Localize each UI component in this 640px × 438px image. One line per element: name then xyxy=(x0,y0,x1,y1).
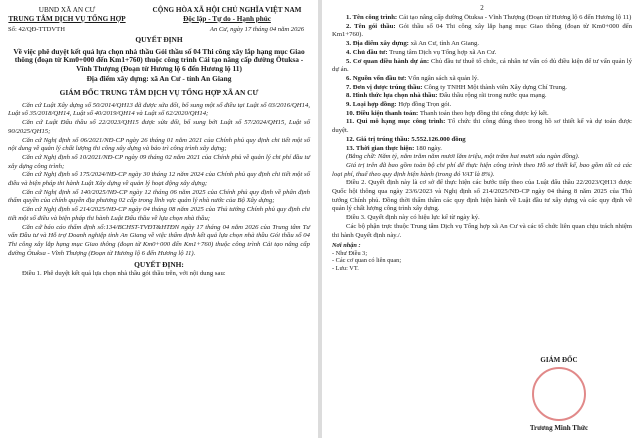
decision-item-label: 11. Qui mô hạng mục công trình: xyxy=(346,118,446,126)
decision-item-label: 13. Thời gian thực hiện: xyxy=(346,144,415,152)
decision-item-value: Hợp đồng Trọn gói. xyxy=(398,101,452,109)
signature-block xyxy=(504,356,614,432)
legal-basis: Căn cứ Luật Xây dựng số 50/2014/QH13 đã được sửa đổi, bổ sung một số điều tại Luật số 03/2016/QH14, Luật số 35/2018/QH14, Luật số 40/2019/QH14 và Luật số 62/2020/QH14; xyxy=(8,101,310,118)
decision-item-value: Công ty TNHH Một thành viên Xây dựng Chí Trung. xyxy=(424,83,567,91)
recipients xyxy=(332,242,632,272)
decision-item-value: Thanh toán theo hợp đồng thi công được ký kết. xyxy=(419,109,549,117)
legal-bases xyxy=(8,102,310,259)
article-2: Điều 2. Quyết định này là cơ sở để thực hiện các bước tiếp theo của Luật đấu thầu 22/2023/QH13 được Quốc hội thông qua ngày 23/6/2023 và Nghị định số 214/2025/NĐ-CP ngày 04 tháng 8 năm 2025 của Thủ tướng Chính phủ. Đồng thời thẩm thẩm các quy định hiện hành về Luật đầu tư xây dựng và các quy định về quản lý chất lượng công trình xây dựng. xyxy=(332,179,632,213)
decision-item-value: Chủ đầu tư thuê tổ chức, cá nhân tư vấn có đủ điều kiện để tư vấn quản lý dự án. xyxy=(332,57,632,74)
org-line-1: UBND XÃ AN CƯ xyxy=(38,6,96,14)
decision-item-value: Vốn ngân sách xã quản lý. xyxy=(407,74,479,82)
article-1: Điều 1. Phê duyệt kết quả lựa chọn nhà thầu gói thầu trên, với nội dung sau: xyxy=(22,270,226,277)
price-note: Giá trị trên đã bao gồm toàn bộ chi phí để thực hiện công trình theo Hồ sơ thiết kế, bao gồm tất cả các loại phí, thuế theo quy định hiện hành (trong đó VAT là 8%). xyxy=(332,161,632,178)
decision-item xyxy=(332,101,632,110)
decision-item xyxy=(332,75,632,84)
decision-item xyxy=(332,118,632,135)
decision-item-label: 10. Điều kiện thanh toán: xyxy=(346,109,419,117)
decision-item-value: Đấu thầu rộng rãi trong nước qua mạng. xyxy=(439,92,547,100)
page-number: 2 xyxy=(480,4,484,12)
doc-type: QUYẾT ĐỊNH xyxy=(135,35,183,45)
document-page-1 xyxy=(0,0,318,438)
article-3: Điều 3. Quyết định này có hiệu lực kể từ ngày ký. xyxy=(346,214,480,222)
decision-item-value: Tổ chức thi công đúng theo trong hồ sơ thiết kế và dự toán được duyệt. xyxy=(332,118,632,135)
decision-item xyxy=(332,92,632,101)
doc-date: An Cư, ngày 17 tháng 04 năm 2026 xyxy=(209,26,304,34)
decision-item-value: Cải tạo nâng cấp đường Ötuksa - Vĩnh Thượng (Đoạn từ Hương lộ 6 đến Hương lộ 11) xyxy=(398,14,632,21)
decision-item xyxy=(332,58,632,75)
doc-location: Địa điểm xây dựng: xã An Cư - tỉnh An Giang xyxy=(86,73,232,83)
decision-item xyxy=(332,110,632,119)
legal-basis: Căn cứ Nghị định số 214/2025/NĐ-CP ngày 04 tháng 08 năm 2025 của Thủ tướng Chính phủ quy định chi tiết một số điều và biện pháp thi hành Luật Đấu thầu về lựa chọn nhà thầu; xyxy=(8,206,310,222)
decision-items xyxy=(332,14,632,153)
price-in-words: (Bằng chữ: Năm tỷ, năm trăm năm mươi lăm triệu, một trăm hai mươi sáu ngàn đồng). xyxy=(346,153,580,161)
decision-item-label: 12. Giá trị trúng thầu: xyxy=(346,135,410,143)
decision-item-label: 5. Cơ quan điều hành dự án: xyxy=(346,57,430,65)
article-3-execution: Các bộ phận trực thuộc Trung tâm Dịch vụ Tổng hợp xã An Cư và các tổ chức liên quan chịu trách nhiệm thi hành Quyết định này./. xyxy=(332,222,632,239)
doc-subject: Về việc phê duyệt kết quả lựa chọn nhà thầu Gói thầu số 04 Thi công xây lắp hạng mục Giao thông (đoạn từ Km0+000 đến Km1+760) thuộc công trình Cải tạo nâng cấp đường Ötuksa - Vĩnh Thượng (Đoạn từ Hương lộ 6 đến Hương lộ 11) xyxy=(13,46,305,73)
recipient: - Như Điều 3; xyxy=(332,249,368,257)
decision-item-value: Trung tâm Dịch vụ Tổng hợp xã An Cư. xyxy=(389,48,497,56)
decision-item xyxy=(332,145,632,154)
decision-item-label: 2. Tên gói thầu: xyxy=(346,22,396,30)
nation-line-1: CỘNG HÒA XÃ HỘI CHỦ NGHĨA VIỆT NAM xyxy=(152,6,302,14)
decision-item-value: 5.552.126.000 đồng xyxy=(411,135,466,143)
doc-authority: GIÁM ĐỐC TRUNG TÂM DỊCH VỤ TỔNG HỢP XÃ AN CƯ xyxy=(59,88,259,98)
decision-item xyxy=(332,14,632,23)
signer-title: GIÁM ĐỐC xyxy=(540,356,578,364)
legal-basis: Căn cứ Nghị định số 175/2024/NĐ-CP ngày 30 tháng 12 năm 2024 của Chính phủ quy định chi tiết một số điều và biện pháp thi hành Luật Xây dựng về quản lý hoạt động xây dựng; xyxy=(8,171,310,188)
decision-heading: QUYẾT ĐỊNH: xyxy=(134,260,184,270)
document-header xyxy=(8,6,310,23)
legal-basis: Căn cứ Luật Đấu thầu số 22/2023/QH15 được sửa đổi, bổ sung bởi Luật số 57/2024/QH15, Luật số 90/2025/QH15; xyxy=(8,119,310,135)
decision-item-label: 6. Nguồn vốn đầu tư: xyxy=(346,74,407,82)
decision-item xyxy=(332,23,632,40)
recipient: - Các cơ quan có liên quan; xyxy=(332,257,402,265)
decision-item xyxy=(332,49,632,58)
decision-item-label: 8. Hình thức lựa chọn nhà thầu: xyxy=(346,92,438,100)
legal-basis: Căn cứ Nghị định số 10/2021/NĐ-CP ngày 09 tháng 02 năm 2021 của Chính phủ về quản lý chi phí đầu tư xây dựng công trình; xyxy=(8,153,310,170)
official-seal xyxy=(532,367,586,421)
decision-item-label: 1. Tên công trình: xyxy=(346,14,398,21)
decision-item-value: Gói thầu số 04 Thi công xây lắp hạng mục Giao thông (đoạn từ Km0+000 đến Km1+760). xyxy=(332,22,632,39)
doc-number: Số: 42/QĐ-TTDVTH xyxy=(8,26,65,34)
legal-basis: Căn cứ Nghị định số 140/2025/NĐ-CP ngày 12 tháng 06 năm 2025 của Chính phủ quy định về phân định thẩm quyền của chính quyền địa phương 02 cấp trong lĩnh vực quản lý nhà nước của Bộ Xây dựng; xyxy=(8,188,310,205)
recipients-title: Nơi nhận : xyxy=(332,242,361,250)
decision-item xyxy=(332,136,632,145)
decision-item-label: 3. Địa điểm xây dựng: xyxy=(346,40,409,48)
decision-item-label: 7. Đơn vị được trúng thầu: xyxy=(346,83,423,91)
decision-item-value: 180 ngày. xyxy=(416,144,442,152)
legal-basis: Căn cứ Nghị định số 06/2021/NĐ-CP ngày 26 tháng 01 năm 2021 của Chính phủ quy định chi tiết một số nội dung về quản lý chất lượng thi công xây dựng và bảo trì công trình xây dựng; xyxy=(8,136,310,153)
recipient: - Lưu: VT. xyxy=(332,265,359,273)
decision-item-label: 4. Chủ đầu tư: xyxy=(346,48,388,56)
legal-basis: Căn cứ báo cáo thẩm định số:134/BCHST-TVĐT&HTĐN ngày 17 tháng 04 năm 2026 của Trung tâm Tư vấn Đầu tư và Hỗ trợ Doanh nghiệp tỉnh An Giang về việc thẩm định kết quả lựa chọn nhà thầu Gói thầu số 04 Thi công xây lắp hạng mục Giao thông (đoạn từ Km0+000 đến Km1+760) thuộc công trình Cải tạo nâng cấp đường Ötuksa - Vĩnh Thượng (Đoạn từ Hương lộ 6 đến Hương lộ 11). xyxy=(8,223,310,257)
decision-item-value: xã An Cư, tỉnh An Giang. xyxy=(410,40,480,48)
decision-item xyxy=(332,84,632,93)
document-page-2 xyxy=(322,0,640,438)
nation-line-2: Độc lập - Tự do - Hạnh phúc xyxy=(183,14,271,23)
signer-name: Trương Minh Thức xyxy=(529,424,589,432)
decision-item-label: 9. Loại hợp đồng: xyxy=(346,101,397,109)
org-line-2: TRUNG TÂM DỊCH VỤ TỔNG HỢP xyxy=(8,14,126,23)
decision-item xyxy=(332,40,632,49)
